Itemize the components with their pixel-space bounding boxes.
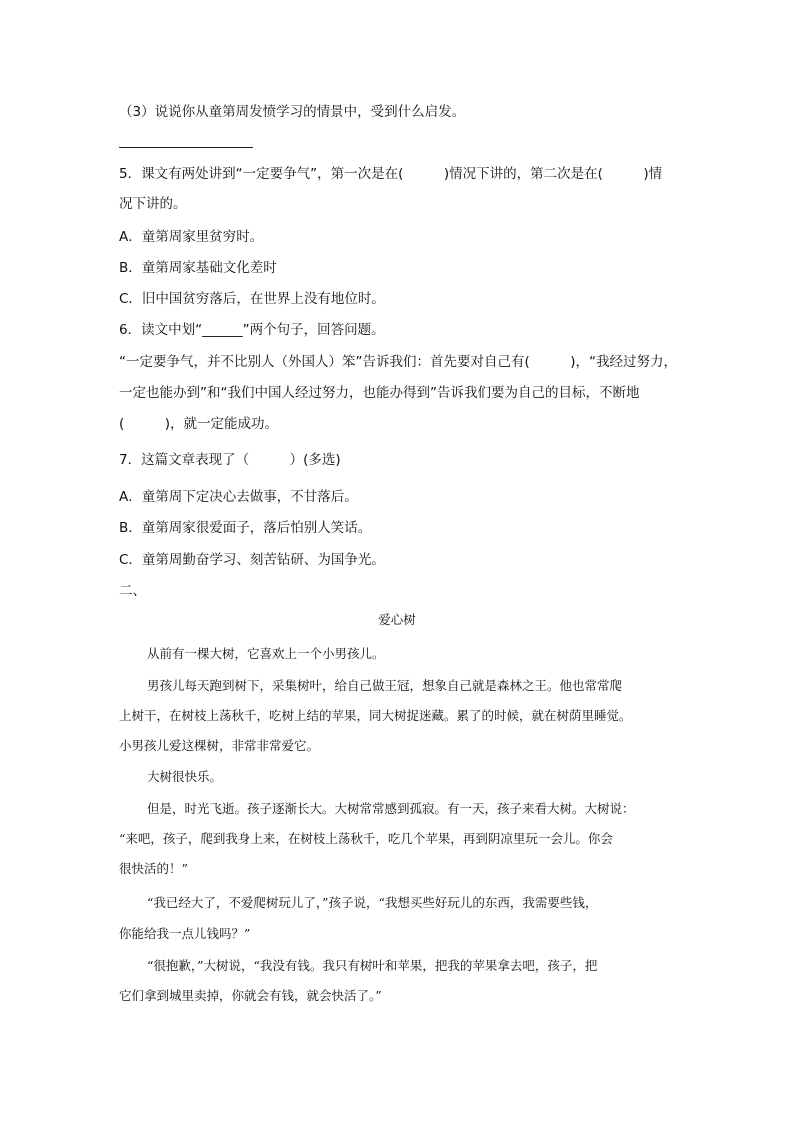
section-2-heading: 二、 (119, 583, 146, 599)
question-5-line-2: 况下讲的。 (119, 196, 187, 212)
question-6-line-3: ( )，就一定能成功。 (119, 416, 279, 432)
question-7-option-b: B．童第周家很爱面子，落后怕别人笑话。 (119, 520, 372, 536)
question-7-option-c: C．童第周勤奋学习、刻苦钻研、为国争光。 (119, 552, 385, 568)
story-paragraph-1: 从前有一棵大树，它喜欢上一个小男孩儿。 (147, 646, 385, 661)
story-paragraph-6-line-1: “很抱歉，”大树说，“我没有钱。我只有树叶和苹果，把我的苹果拿去吧，孩子，把 (147, 958, 598, 973)
story-paragraph-5-line-2: 你能给我一点儿钱吗？” (119, 926, 251, 941)
question-7-title: 7．这篇文章表现了（ ）(多选) (119, 452, 341, 468)
story-paragraph-2-line-2: 上树干，在树枝上荡秋千，吃树上结的苹果，同大树捉迷藏。累了的时候，就在树荫里睡觉。 (119, 708, 632, 723)
story-paragraph-6-line-2: 它们拿到城里卖掉，你就会有钱，就会快活了。” (119, 988, 382, 1003)
story-paragraph-2-line-3: 小男孩儿爱这棵树，非常非常爱它。 (119, 738, 320, 753)
question-5-option-b: B．童第周家基础文化差时 (119, 260, 277, 276)
story-paragraph-4-line-1: 但是，时光飞逝。孩子逐渐长大。大树常常感到孤寂。有一天，孩子来看大树。大树说： (147, 801, 635, 816)
answer-blank-line[interactable] (119, 147, 253, 148)
question-5-option-c: C．旧中国贫穷落后，在世界上没有地位时。 (119, 291, 385, 307)
question-5-line-1: 5．课文有两处讲到“一定要争气”，第一次是在( )情况下讲的，第二次是在( )情 (119, 166, 663, 182)
question-6-line-2: 一定也能办到”和“我们中国人经过努力，也能办得到”告诉我们要为自己的目标，不断地 (119, 385, 640, 401)
question-6-line-1: “一定要争气，并不比别人（外国人）笨”告诉我们：首先要对自己有( )，“我经过努力， (119, 354, 678, 370)
story-paragraph-5-line-1: “我已经大了，不爱爬树玩儿了，”孩子说，“我想买些好玩儿的东西，我需要些钱， (147, 895, 598, 910)
question-5-option-a: A．童第周家里贫穷时。 (119, 229, 264, 245)
story-title: 爱心树 (378, 612, 416, 627)
story-paragraph-2-line-1: 男孩儿每天跑到树下，采集树叶，给自己做王冠，想象自己就是森林之王。他也常常爬 (147, 678, 623, 693)
story-paragraph-4-line-2: “来吧，孩子，爬到我身上来，在树枝上荡秋千，吃几个苹果，再到阴凉里玩一会儿。你会 (119, 831, 613, 846)
question-7-option-a: A．童第周下定决心去做事，不甘落后。 (119, 489, 358, 505)
story-paragraph-4-line-3: 很快活的！” (119, 861, 188, 876)
story-paragraph-3: 大树很快乐。 (147, 769, 223, 784)
question-3-sub: （3）说说你从童第周发愤学习的情景中，受到什么启发。 (119, 104, 466, 120)
question-6-title: 6．读文中划“______”两个句子，回答问题。 (119, 322, 385, 338)
